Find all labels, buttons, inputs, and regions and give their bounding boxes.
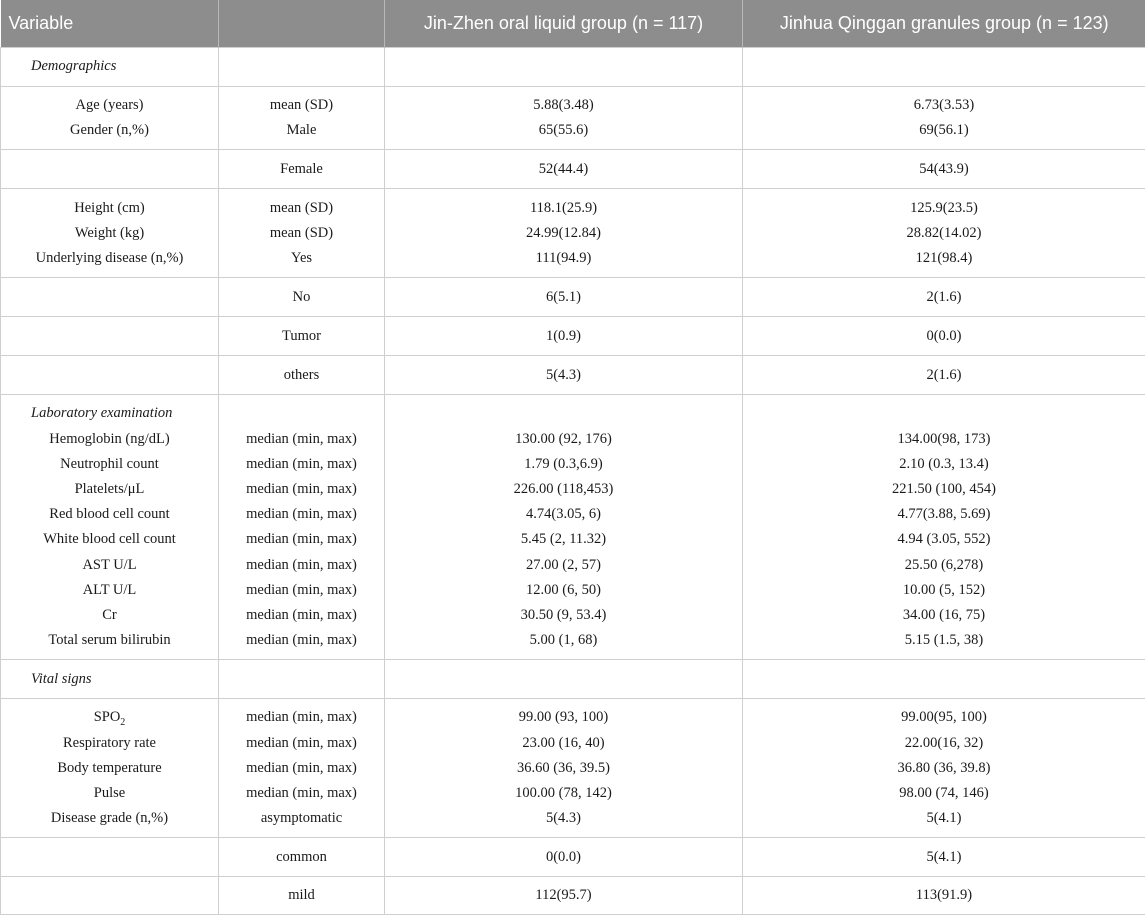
table-row [1,189,1145,278]
statistic-cell: No [219,278,385,317]
section-demographics: Demographics [1,48,219,87]
table-row [1,838,1145,877]
statistic-cell: mean (SD) Male [219,87,385,150]
variable-cell [1,356,219,395]
section-laboratory: Laboratory examination [31,405,173,422]
jinhua-cell: 99.00(95, 100) 22.00(16, 32) 36.80 (36, 39.8) 98.00 (74, 146) 5(4.1) [743,699,1145,838]
header-jinzhen-group: Jin-Zhen oral liquid group (n = 117) [385,0,743,48]
variable-cell: Laboratory examination Hemoglobin (ng/dL) Neutrophil count Platelets/μL Red blood cell count White blood cell count AST U/L ALT U/L Cr Total serum bilirubin [1,395,219,660]
statistic-cell: Female [219,150,385,189]
section-row-demographics [1,48,1145,87]
header-jinhua-group: Jinhua Qinggan granules group (n = 123) [743,0,1145,48]
jinzhen-cell: 118.1(25.9) 24.99(12.84) 111(94.9) [385,189,743,278]
jinhua-cell: 113(91.9) [743,877,1145,915]
header-variable: Variable [1,0,219,48]
table-row [1,317,1145,356]
table-row [1,278,1145,317]
variable-cell [1,317,219,356]
table-row [1,150,1145,189]
variable-cell [1,838,219,877]
section-row-vital-signs [1,660,1145,699]
jinzhen-cell: 99.00 (93, 100) 23.00 (16, 40) 36.60 (36, 39.5) 100.00 (78, 142) 5(4.3) [385,699,743,838]
jinzhen-cell: 112(95.7) [385,877,743,915]
statistic-cell: Tumor [219,317,385,356]
variable-cell: Age (years) Gender (n,%) [1,87,219,150]
statistic-cell: mean (SD) mean (SD) Yes [219,189,385,278]
statistic-cell: others [219,356,385,395]
statistic-cell: common [219,838,385,877]
variable-cell [1,877,219,915]
jinhua-cell: 134.00(98, 173) 2.10 (0.3, 13.4) 221.50 (100, 454) 4.77(3.88, 5.69) 4.94 (3.05, 552) 25.50 (6,278) 10.00 (5, 152) 34.00 (16, 75) 5.15 (1.5, 38) [743,395,1145,660]
jinzhen-cell: 52(44.4) [385,150,743,189]
table-row [1,877,1145,915]
table-row [1,395,1145,660]
variable-cell: $SPO_2$ Respiratory rate Body temperature Pulse Disease grade (n,%) [1,699,219,838]
statistic-cell: median (min, max) median (min, max) median (min, max) median (min, max) asymptomatic [219,699,385,838]
jinzhen-cell: 130.00 (92, 176) 1.79 (0.3,6.9) 226.00 (118,453) 4.74(3.05, 6) 5.45 (2, 11.32) 27.00 (2, 57) 12.00 (6, 50) 30.50 (9, 53.4) 5.00 (1, 68) [385,395,743,660]
jinhua-cell: 5(4.1) [743,838,1145,877]
jinzhen-cell: 6(5.1) [385,278,743,317]
jinzhen-cell: 5.88(3.48) 65(55.6) [385,87,743,150]
jinhua-cell: 2(1.6) [743,278,1145,317]
jinhua-cell: 2(1.6) [743,356,1145,395]
jinhua-cell: 125.9(23.5) 28.82(14.02) 121(98.4) [743,189,1145,278]
variable-cell: Height (cm) Weight (kg) Underlying disease (n,%) [1,189,219,278]
statistic-cell: mild [219,877,385,915]
variable-cell [1,150,219,189]
table-row [1,87,1145,150]
variable-cell [1,278,219,317]
section-vital-signs: Vital signs [1,660,219,699]
jinzhen-cell: 0(0.0) [385,838,743,877]
jinhua-cell: 6.73(3.53) 69(56.1) [743,87,1145,150]
jinhua-cell: 54(43.9) [743,150,1145,189]
statistic-cell: median (min, max) median (min, max) median (min, max) median (min, max) median (min, max) median (min, max) median (min, max) median (min, max) median (min, max) [219,395,385,660]
jinzhen-cell: 1(0.9) [385,317,743,356]
header-statistic [219,0,385,48]
jinhua-cell: 0(0.0) [743,317,1145,356]
table-row [1,356,1145,395]
header-row [1,0,1145,48]
table-row [1,699,1145,838]
jinzhen-cell: 5(4.3) [385,356,743,395]
